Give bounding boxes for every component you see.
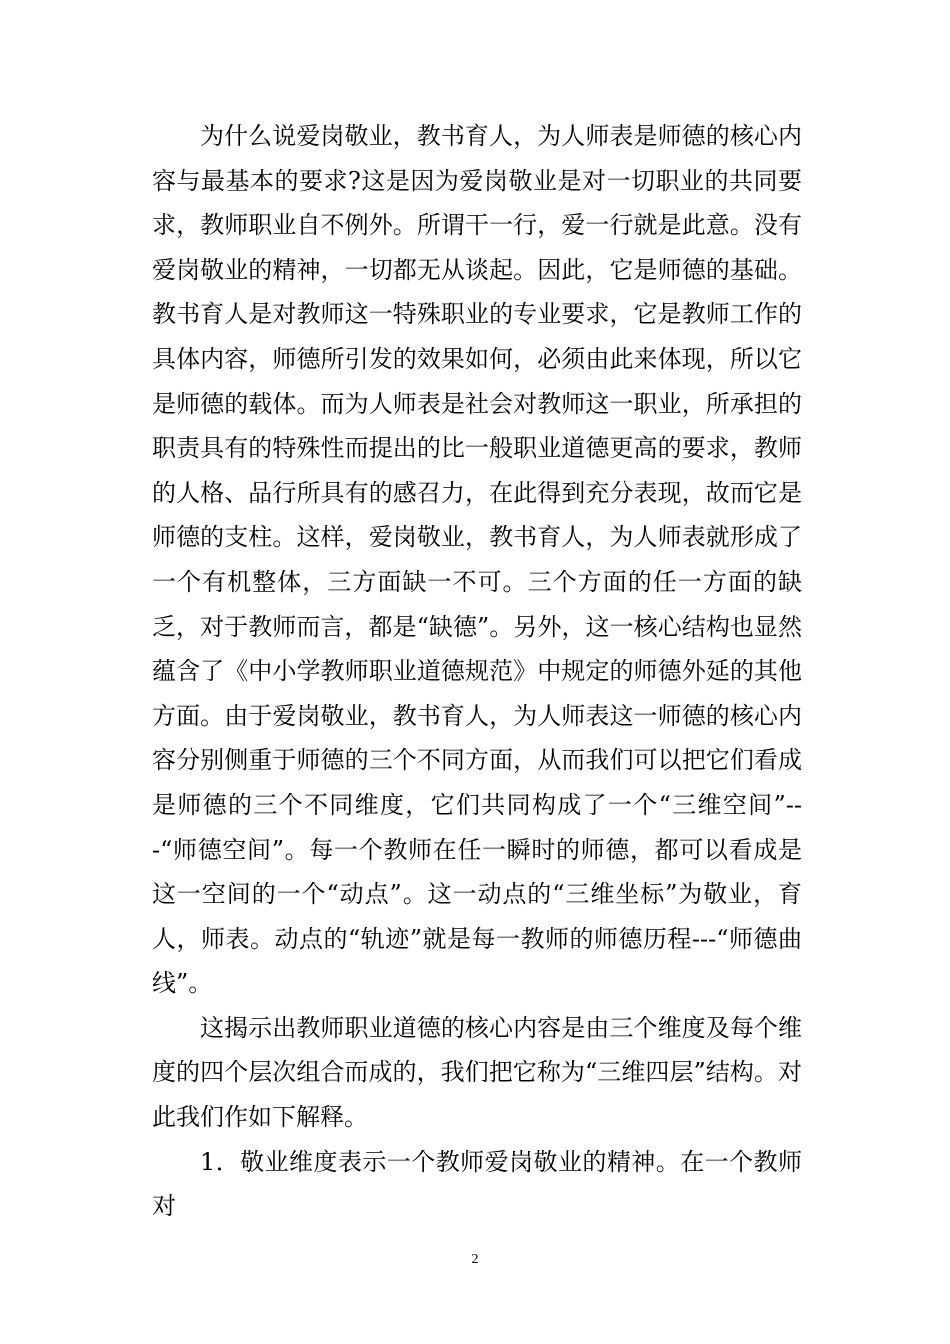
paragraph-three-dimensions: 这揭示出教师职业道德的核心内容是由三个维度及每个维度的四个层次组合而成的，我们把它称为“三维四层”结构。对此我们作如下解释。 (152, 1013, 802, 1132)
body-text (152, 114, 802, 1229)
paragraph-dedication-dimension: 1．敬业维度表示一个教师爱岗敬业的精神。在一个教师对 (152, 1147, 802, 1221)
paragraph-core-content: 为什么说爱岗敬业，教书育人，为人师表是师德的核心内容与最基本的要求?这是因为爱岗敬业是对一切职业的共同要求，教师职业自不例外。所谓干一行，爱一行就是此意。没有爱岗敬业的精神，一切都无从谈起。因此，它是师德的基础。教书育人是对教师这一特殊职业的专业要求，它是教师工作的具体内容，师德所引发的效果如何，必须由此来体现，所以它是师德的载体。而为人师表是社会对教师这一职业，所承担的职责具有的特殊性而提出的比一般职业道德更高的要求，教师的人格、品行所具有的感召力，在此得到充分表现，故而它是师德的支柱。这样，爱岗敬业，教书育人，为人师表就形成了一个有机整体，三方面缺一不可。三个方面的任一方面的缺乏，对于教师而言，都是“缺德”。另外，这一核心结构也显然蕴含了《中小学教师职业道德规范》中规定的师德外延的其他方面。由于爱岗敬业，教书育人，为人师表这一师德的核心内容分别侧重于师德的三个不同方面，从而我们可以把它们看成是师德的三个不同维度，它们共同构成了一个“三维空间”---“师德空间”。每一个教师在任一瞬时的师德，都可以看成是这一空间的一个“动点”。这一动点的“三维坐标”为敬业，育人，师表。动点的“轨迹”就是每一教师的师德历程---“师德曲线”。 (152, 122, 802, 998)
page-number: 2 (471, 1252, 479, 1267)
